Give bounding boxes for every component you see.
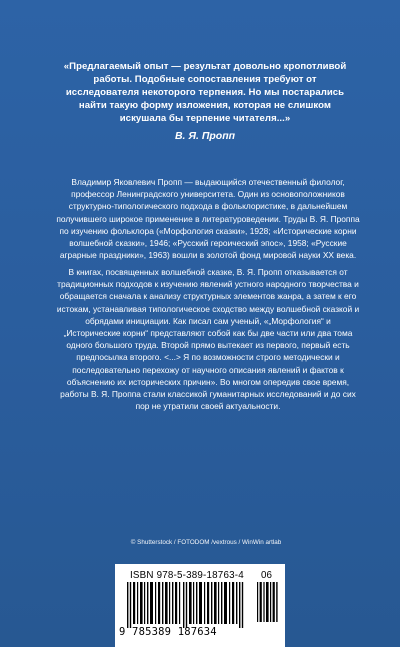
- barcode-digits: 9 785389 187634: [119, 626, 217, 638]
- book-description-paragraph: В книгах, посвященных волшебной сказке, В. Я. Пропп отказывается от традиционных подходов к изучению явлений устного народного творчества и обращается сначала к анализу структурных элементов жанра, а затем к его истокам, устанавливая типологическое сходство между волшебной сказкой и обрядами инициации. Как писал сам ученый, «„Морфология“ и „Исторические корни“ представляют собой как бы две части или два тома одного большого труда. Второй прямо вытекает из первого, первый есть предпосылка второго. <...> Я по возможности строго методически и последовательно перехожу от научного описания явлений и фактов к объяснению их исторических причин». Во многом опередив свое время, работы В. Я. Проппа стали классикой гуманитарных исследований и до сих пор не утратили своей актуальности.: [56, 267, 360, 412]
- barcode-addon-label: 06: [261, 570, 272, 581]
- epigraph-quote: «Предлагаемый опыт — результат довольно кропотливой работы. Подобные сопоставления требуют от исследователя некоторого терпения. Но мы постарались найти такую форму изложения, которая не слишком искушала бы терпение читателя...»: [63, 61, 347, 124]
- image-credits: © Shutterstock / FOTODOM /vextrous / WinWin artlab: [130, 539, 282, 546]
- isbn-label: ISBN 978-5-389-18763-4: [130, 570, 244, 581]
- epigraph-author: В. Я. Пропп: [174, 130, 236, 142]
- barcode-bars: [127, 582, 251, 628]
- barcode-addon-bars: [257, 582, 279, 622]
- isbn-barcode: [115, 564, 285, 647]
- author-bio-paragraph: Владимир Яковлевич Пропп — выдающийся отечественный филолог, профессор Ленинградского университета. Один из основоположников структурно-типологического подхода в фольклористике, в дальнейшем получившего широкое применение в литературоведении. Труды В. Я. Проппа по изучению фольклора («Морфология сказки», 1928; «Исторические корни волшебной сказки», 1946; «Русский героический эпос», 1958; «Русские аграрные праздники», 1963) вошли в золотой фонд мировой науки XX века.: [56, 177, 360, 261]
